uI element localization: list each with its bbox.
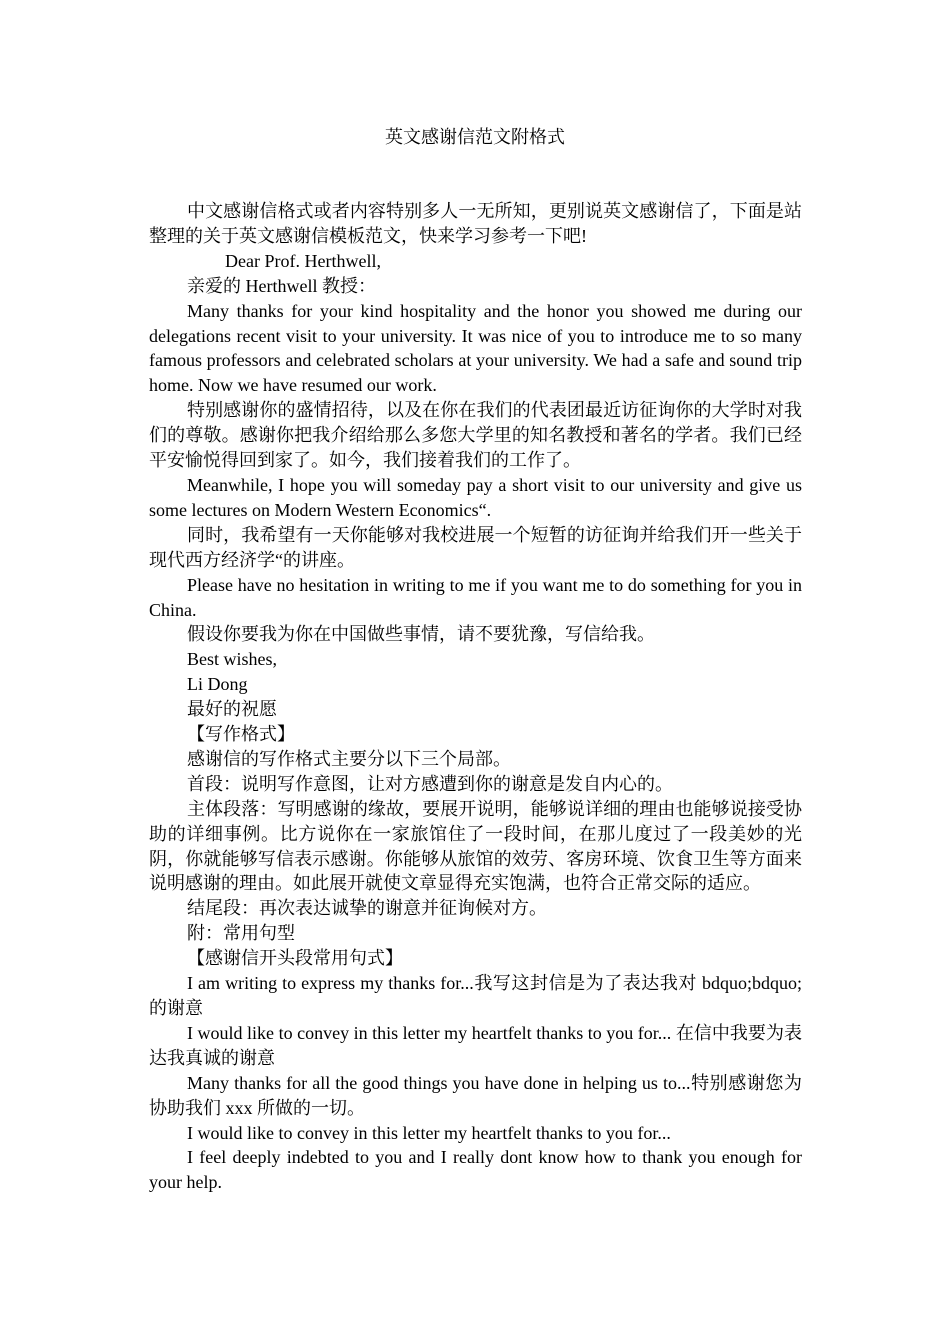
paragraph-closing-zh: 最好的祝愿 <box>187 699 277 720</box>
paragraph-phrase-1: I am writing to express my thanks for...我写这封信是为了表达我对 bdquo;bdquo;的谢意 <box>149 973 802 1018</box>
paragraph-phrase-5: I feel deeply indebted to you and I really dont know how to thank you enough for your help. <box>149 1147 802 1193</box>
document-body <box>149 199 802 1195</box>
paragraph-meanwhile-zh: 同时，我希望有一天你能够对我校进展一个短暂的访征询并给我们开一些关于现代西方经济学“的讲座。 <box>149 524 802 570</box>
paragraph-salutation-en: Dear Prof. Herthwell, <box>225 250 381 271</box>
paragraph-format-body: 主体段落：写明感谢的缘故，要展开说明，能够说详细的理由也能够说接受协助的详细事例。比方说你在一家旅馆住了一段时间，在那儿度过了一段美妙的光阴，你就能够写信表示感谢。你能够从旅馆的效劳、客房环境、饮食卫生等方面来说明感谢的理由。如此展开就使文章显得充实饱满，也符合正常交际的适应。 <box>149 798 802 894</box>
paragraph-please-en: Please have no hesitation in writing to me if you want me to do something for you in China. <box>149 574 802 620</box>
paragraph-closing-en: Best wishes, <box>187 649 277 670</box>
paragraph-intro: 中文感谢信格式或者内容特别多人一无所知，更别说英文感谢信了，下面是站整理的关于英文感谢信模板范文，快来学习参考一下吧! <box>149 201 802 246</box>
paragraph-meanwhile-en: Meanwhile, I hope you will someday pay a short visit to our university and give us some lectures on Modern Western Economics“. <box>149 474 802 520</box>
paragraph-phrase-2: I would like to convey in this letter my heartfelt thanks to you for... 在信中我要为表达我真诚的谢意 <box>149 1022 802 1068</box>
heading-writing-format: 【写作格式】 <box>187 724 295 745</box>
document-title: 英文感谢信范文附格式 <box>385 127 565 147</box>
paragraph-phrase-4: I would like to convey in this letter my heartfelt thanks to you for... <box>187 1122 671 1143</box>
paragraph-signature: Li Dong <box>187 674 248 695</box>
paragraph-format-end: 结尾段：再次表达诚挚的谢意并征询候对方。 <box>187 898 547 919</box>
paragraph-format-intro: 感谢信的写作格式主要分以下三个局部。 <box>187 748 511 769</box>
paragraph-please-zh: 假设你要我为你在中国做些事情，请不要犹豫，写信给我。 <box>187 624 655 645</box>
heading-opening-phrases: 【感谢信开头段常用句式】 <box>187 948 403 969</box>
paragraph-thanks-en: Many thanks for your kind hospitality and the honor you showed me during our delegations recent visit to your university. It was nice of you to introduce me to so many famous professors and celebrated scholars at your university. We had a safe and sound trip home. Now we have resumed our work. <box>149 300 802 396</box>
paragraph-phrase-3: Many thanks for all the good things you have done in helping us to...特别感谢您为协助我们 xxx 所做的一切。 <box>149 1072 802 1118</box>
paragraph-salutation-zh: 亲爱的 Herthwell 教授： <box>187 275 376 296</box>
paragraph-thanks-zh: 特别感谢你的盛情招待，以及在你在我们的代表团最近访征询你的大学时对我们的尊敬。感谢你把我介绍给那么多您大学里的知名教授和著名的学者。我们已经平安愉悦得回到家了。如今，我们接着我们的工作了。 <box>149 400 802 471</box>
paragraph-format-first: 首段：说明写作意图，让对方感遭到你的谢意是发自内心的。 <box>187 773 673 794</box>
paragraph-appendix: 附：常用句型 <box>187 923 295 944</box>
